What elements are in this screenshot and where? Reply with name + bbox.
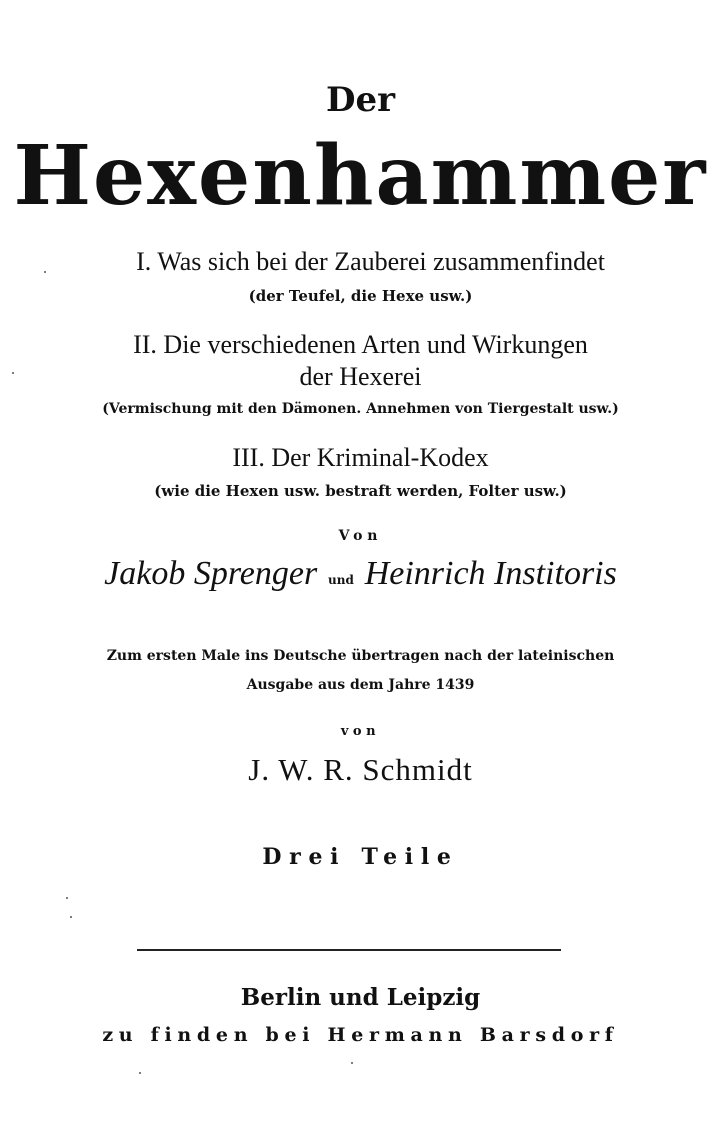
imprint-publisher: zu finden bei Hermann Barsdorf bbox=[102, 1024, 619, 1046]
part-2-heading-line1: II. Die verschiedenen Arten und Wirkungen bbox=[133, 330, 588, 359]
and-label: und bbox=[328, 573, 354, 587]
by-label: Von bbox=[338, 528, 383, 544]
part-3-heading: III. Der Kriminal-Kodex bbox=[232, 443, 489, 472]
part-3-subtitle: (wie die Hexen usw. bestraft werden, Folter usw.) bbox=[154, 482, 567, 500]
imprint-place: Berlin und Leipzig bbox=[240, 984, 481, 1011]
part-2-subtitle: (Vermischung mit den Dämonen. Annehmen von Tiergestalt usw.) bbox=[102, 401, 619, 417]
paper-speck bbox=[70, 916, 72, 918]
author-1: Jakob Sprenger bbox=[104, 555, 318, 592]
paper-speck bbox=[139, 1072, 141, 1074]
part-1-subtitle: (der Teufel, die Hexe usw.) bbox=[248, 287, 473, 305]
translation-note-line2: Ausgabe aus dem Jahre 1439 bbox=[246, 677, 475, 693]
paper-speck bbox=[66, 897, 68, 899]
main-title: Hexenhammer bbox=[13, 128, 708, 224]
paper-speck bbox=[12, 372, 14, 374]
part-1-heading: I. Was sich bei der Zauberei zusammenfindet bbox=[136, 247, 605, 276]
part-2-heading-line2: der Hexerei bbox=[299, 362, 422, 391]
translator-by-label: von bbox=[340, 724, 381, 739]
volumes-note: Drei Teile bbox=[262, 844, 459, 870]
translator-name: J. W. R. Schmidt bbox=[248, 752, 473, 787]
divider-rule bbox=[137, 949, 561, 951]
paper-speck bbox=[351, 1062, 353, 1064]
title-article: Der bbox=[325, 80, 396, 120]
authors-line bbox=[0, 553, 721, 593]
paper-speck bbox=[44, 271, 46, 273]
translation-note-line1: Zum ersten Male ins Deutsche übertragen nach der lateinischen bbox=[106, 648, 615, 664]
author-2: Heinrich Institoris bbox=[364, 555, 617, 592]
